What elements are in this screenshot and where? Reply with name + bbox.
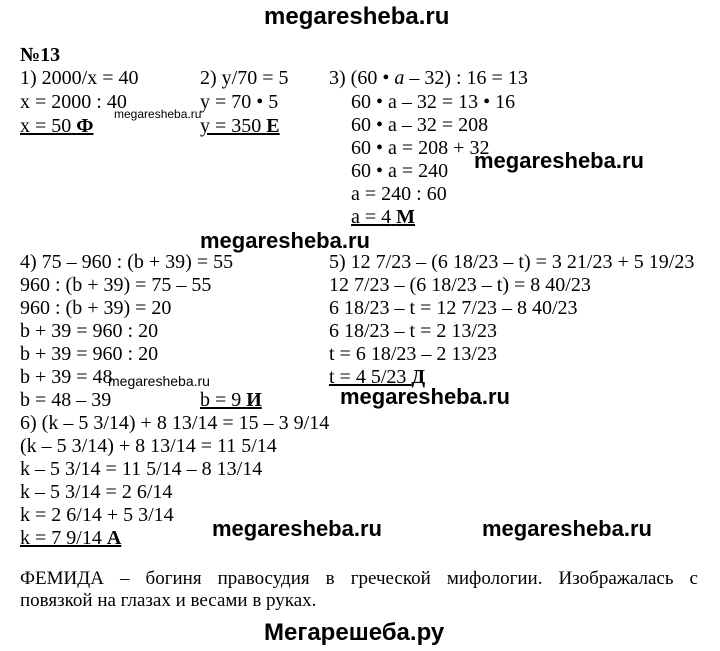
- watermark-large: megaresheba.ru: [200, 228, 370, 253]
- equation-line: (k – 5 3/14) + 8 13/14 = 11 5/14: [20, 435, 277, 457]
- answer-equation: x = 50: [20, 115, 72, 137]
- answer-equation: t = 4 5/23: [329, 366, 407, 388]
- answer-letter: А: [106, 527, 122, 549]
- answer-line: [351, 206, 415, 228]
- equation-line: 6) (k – 5 3/14) + 8 13/14 = 15 – 3 9/14: [20, 412, 330, 434]
- paragraph-line: повязкой на глазах и весами в руках.: [20, 590, 317, 611]
- paragraph-line: ФЕМИДА – богиня правосудия в греческой мифологии. Изображалась с: [20, 568, 698, 589]
- equation-line: 60 • a = 240: [351, 160, 449, 182]
- equation-line: [329, 67, 528, 89]
- watermark-large: megaresheba.ru: [340, 384, 510, 409]
- equation-line: 60 • a = 208 + 32: [351, 137, 490, 159]
- equation-line: k – 5 3/14 = 2 6/14: [20, 481, 173, 503]
- watermark-large: megaresheba.ru: [474, 148, 644, 173]
- answer-line: [20, 527, 121, 549]
- watermark-large: megaresheba.ru: [212, 516, 382, 541]
- equation-line: 5) 12 7/23 – (6 18/23 – t) = 3 21/23 + 5 19/23: [329, 251, 695, 273]
- equation-line: b = 48 – 39: [20, 389, 112, 411]
- footer-brand: Мегарешеба.ру: [264, 619, 445, 646]
- answer-equation: k = 7 9/14: [20, 527, 102, 549]
- answer-letter: Е: [266, 115, 280, 137]
- answer-line: [20, 115, 93, 137]
- answer-equation: y = 350: [200, 115, 262, 137]
- answer-equation: b = 9: [200, 389, 242, 411]
- equation-variable: a: [394, 67, 405, 89]
- explanation-paragraph: [20, 568, 698, 612]
- equation-line: 60 • a – 32 = 208: [351, 114, 489, 136]
- equation-line: 960 : (b + 39) = 20: [20, 297, 172, 319]
- answer-letter: Ф: [76, 115, 94, 137]
- equation-line: 2) y/70 = 5: [200, 67, 289, 89]
- equation-line: 1) 2000/x = 40: [20, 67, 139, 89]
- answer-line: [200, 115, 280, 137]
- equation-line: b + 39 = 48: [20, 366, 113, 388]
- equation-line: k = 2 6/14 + 5 3/14: [20, 504, 174, 526]
- answer-line: [200, 389, 262, 411]
- equation-part: 3) (60 •: [329, 67, 395, 89]
- equation-part: – 32) : 16 = 13: [404, 67, 528, 89]
- equation-line: k – 5 3/14 = 11 5/14 – 8 13/14: [20, 458, 263, 480]
- equation-line: x = 2000 : 40: [20, 91, 127, 113]
- equation-line: 6 18/23 – t = 2 13/23: [329, 320, 497, 342]
- equation-line: 60 • a – 32 = 13 • 16: [351, 91, 516, 113]
- equation-line: t = 6 18/23 – 2 13/23: [329, 343, 497, 365]
- watermark-small: megaresheba.ru: [108, 373, 210, 389]
- equation-line: 6 18/23 – t = 12 7/23 – 8 40/23: [329, 297, 578, 319]
- equation-line: 4) 75 – 960 : (b + 39) = 55: [20, 251, 234, 273]
- watermark-small: megaresheba.ru: [114, 107, 202, 121]
- equation-line: 12 7/23 – (6 18/23 – t) = 8 40/23: [329, 274, 591, 296]
- header-watermark: megaresheba.ru: [264, 3, 450, 30]
- equation-line: b + 39 = 960 : 20: [20, 320, 159, 342]
- problem-number: №13: [20, 44, 61, 66]
- answer-equation: a = 4: [351, 206, 392, 228]
- watermark-large: megaresheba.ru: [482, 516, 652, 541]
- equation-line: b + 39 = 960 : 20: [20, 343, 159, 365]
- equation-line: y = 70 • 5: [200, 91, 279, 113]
- answer-letter: М: [396, 206, 416, 228]
- answer-letter: И: [246, 389, 262, 411]
- answer-letter: Д: [411, 366, 426, 388]
- equation-line: 960 : (b + 39) = 75 – 55: [20, 274, 212, 296]
- equation-line: a = 240 : 60: [351, 183, 447, 205]
